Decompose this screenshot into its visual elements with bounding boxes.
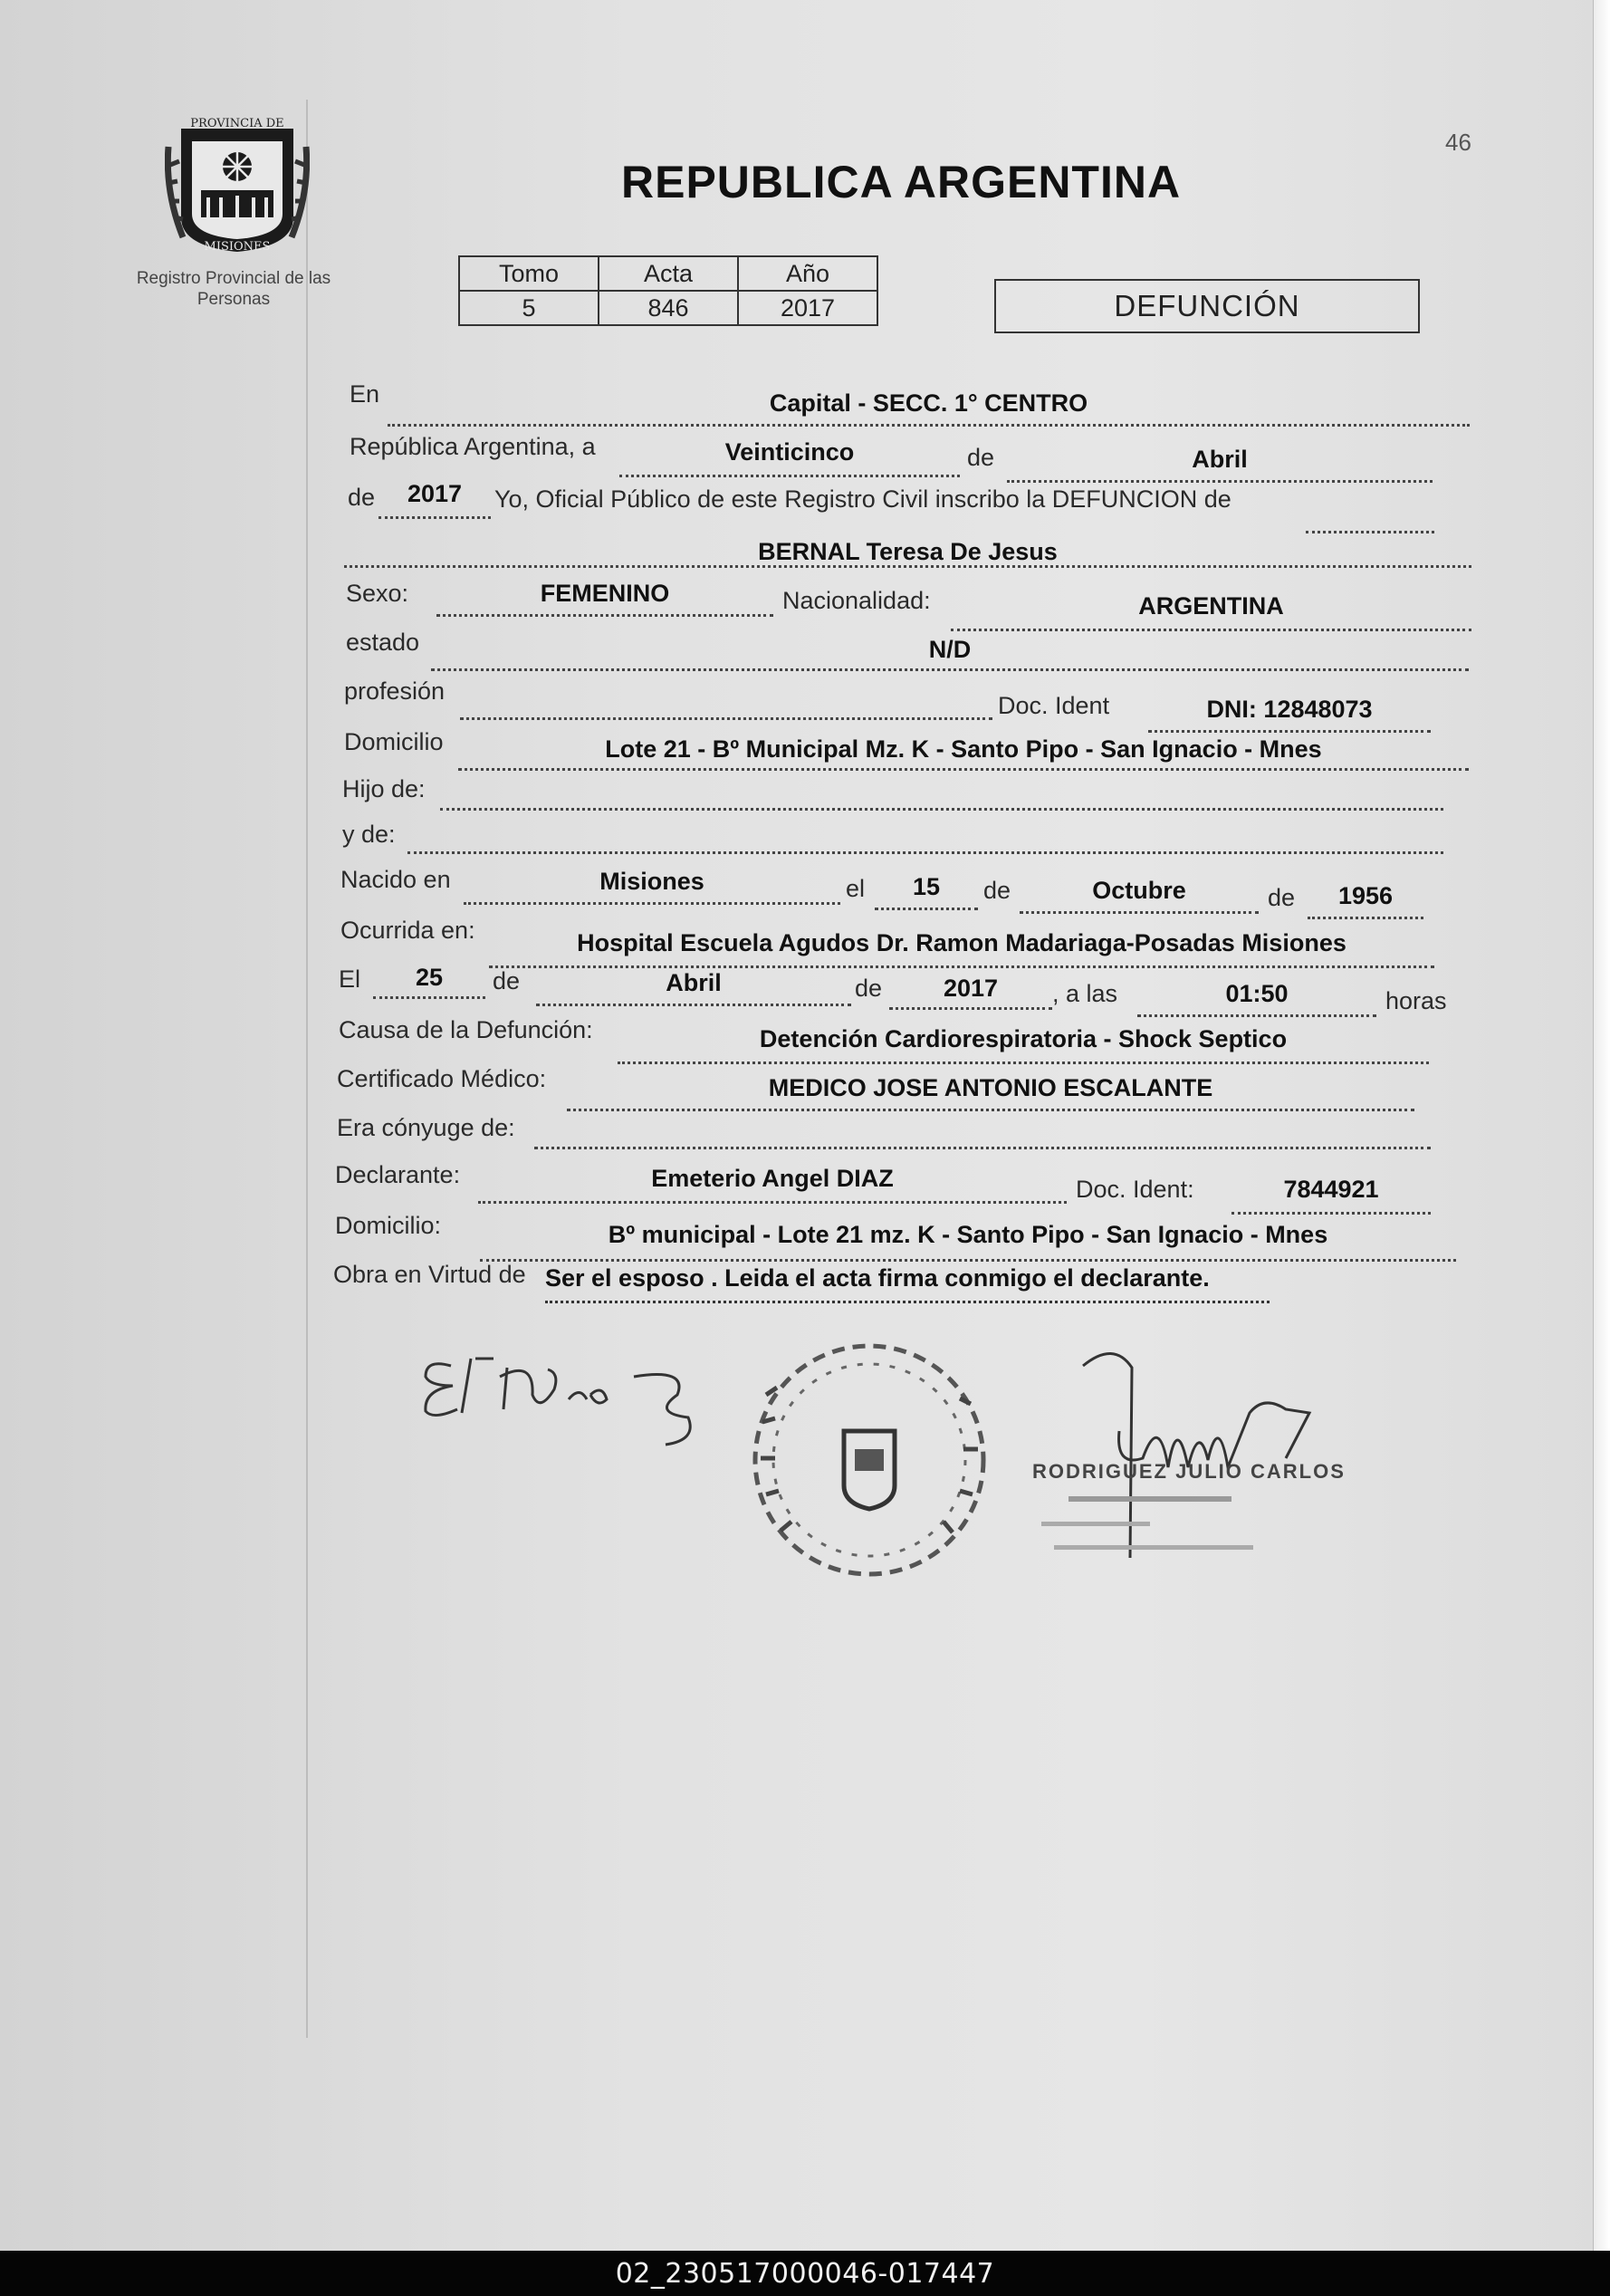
label-sexo: Sexo: bbox=[346, 580, 409, 607]
label-de-4: de bbox=[1268, 884, 1296, 911]
field-declarante-doc: 7844921 bbox=[1283, 1176, 1379, 1203]
label-oficial: Yo, Oficial Público de este Registro Civil inscribo la DEFUNCION de bbox=[494, 485, 1231, 513]
registry-value-anio: 2017 bbox=[738, 291, 877, 325]
page-number: 46 bbox=[1445, 129, 1471, 156]
svg-text:PROVINCIA DE: PROVINCIA DE bbox=[190, 117, 284, 130]
field-def-dia: 25 bbox=[415, 964, 444, 991]
registry-value-acta: 846 bbox=[599, 291, 738, 325]
field-def-mes: Abril bbox=[666, 969, 722, 996]
label-nacionalidad: Nacionalidad: bbox=[782, 587, 931, 614]
label-certificado: Certificado Médico: bbox=[337, 1065, 547, 1092]
label-de-3: de bbox=[983, 877, 1011, 904]
label-estado: estado bbox=[346, 629, 420, 656]
label-horas: horas bbox=[1385, 987, 1447, 1014]
field-nac-dia: 15 bbox=[912, 873, 941, 900]
label-y-de: y de: bbox=[342, 821, 396, 848]
registry-value-tomo: 5 bbox=[459, 291, 599, 325]
field-certificado: MEDICO JOSE ANTONIO ESCALANTE bbox=[768, 1074, 1213, 1101]
field-estado: N/D bbox=[928, 636, 972, 663]
page-title: REPUBLICA ARGENTINA bbox=[621, 157, 1182, 207]
field-obra: Ser el esposo . Leida el acta firma conmigo el declarante. bbox=[545, 1264, 1210, 1292]
label-nacido-en: Nacido en bbox=[340, 866, 451, 893]
label-de-6: de bbox=[855, 975, 883, 1002]
label-hijo-de: Hijo de: bbox=[342, 775, 426, 802]
field-anio: 2017 bbox=[407, 480, 463, 507]
label-doc-ident-declarante: Doc. Ident: bbox=[1076, 1176, 1194, 1203]
document-type-box: DEFUNCIÓN bbox=[994, 279, 1420, 333]
registry-header-anio: Año bbox=[738, 256, 877, 291]
label-a-las: , a las bbox=[1052, 980, 1118, 1007]
label-ocurrida-en: Ocurrida en: bbox=[340, 917, 475, 944]
file-id-footer: 02_230517000046-017447 bbox=[0, 2251, 1610, 2296]
label-de-5: de bbox=[493, 967, 521, 994]
field-dni: DNI: 12848073 bbox=[1206, 696, 1373, 723]
svg-text:RODRIGUEZ JULIO CARLOS: RODRIGUEZ JULIO CARLOS bbox=[1032, 1460, 1346, 1483]
field-nacionalidad: ARGENTINA bbox=[1138, 592, 1284, 620]
label-conyuge: Era cónyuge de: bbox=[337, 1114, 515, 1141]
registry-header-tomo: Tomo bbox=[459, 256, 599, 291]
field-declarante-domicilio: Bº municipal - Lote 21 mz. K - Santo Pipo - San Ignacio - Mnes bbox=[608, 1221, 1328, 1248]
field-def-anio: 2017 bbox=[943, 975, 999, 1002]
label-republica: República Argentina, a bbox=[350, 433, 596, 460]
field-mes: Abril bbox=[1192, 446, 1248, 473]
registry-header-acta: Acta bbox=[599, 256, 738, 291]
field-causa: Detención Cardiorespiratoria - Shock Septico bbox=[759, 1025, 1288, 1052]
label-el: el bbox=[846, 875, 866, 902]
svg-text:MISIONES: MISIONES bbox=[204, 240, 271, 254]
label-el-cap: El bbox=[339, 965, 361, 993]
field-declarante: Emeterio Angel DIAZ bbox=[651, 1165, 894, 1192]
field-dia-letras: Veinticinco bbox=[724, 438, 855, 466]
label-doc-ident: Doc. Ident bbox=[998, 692, 1110, 719]
label-de-2: de bbox=[348, 484, 376, 511]
field-sexo: FEMENINO bbox=[540, 580, 670, 607]
field-nac-anio: 1956 bbox=[1337, 882, 1394, 909]
label-causa: Causa de la Defunción: bbox=[339, 1016, 593, 1043]
registry-name: Registro Provincial de las Personas bbox=[136, 269, 331, 309]
field-ocurrida-en: Hospital Escuela Agudos Dr. Ramon Madariaga-Posadas Misiones bbox=[577, 929, 1346, 956]
field-hora: 01:50 bbox=[1225, 980, 1289, 1007]
label-de-1: de bbox=[967, 444, 995, 471]
label-en: En bbox=[350, 380, 380, 408]
field-nombre: BERNAL Teresa De Jesus bbox=[758, 538, 1058, 565]
label-domicilio-declarante: Domicilio: bbox=[335, 1212, 442, 1239]
label-obra: Obra en Virtud de bbox=[333, 1261, 526, 1288]
label-declarante: Declarante: bbox=[335, 1161, 461, 1188]
label-profesion: profesión bbox=[344, 677, 446, 705]
field-nac-mes: Octubre bbox=[1092, 877, 1186, 904]
field-domicilio: Lote 21 - Bº Municipal Mz. K - Santo Pipo - San Ignacio - Mnes bbox=[605, 735, 1322, 763]
field-nacido-en: Misiones bbox=[599, 868, 704, 895]
label-domicilio: Domicilio bbox=[344, 728, 444, 755]
field-lugar: Capital - SECC. 1° CENTRO bbox=[769, 389, 1088, 417]
